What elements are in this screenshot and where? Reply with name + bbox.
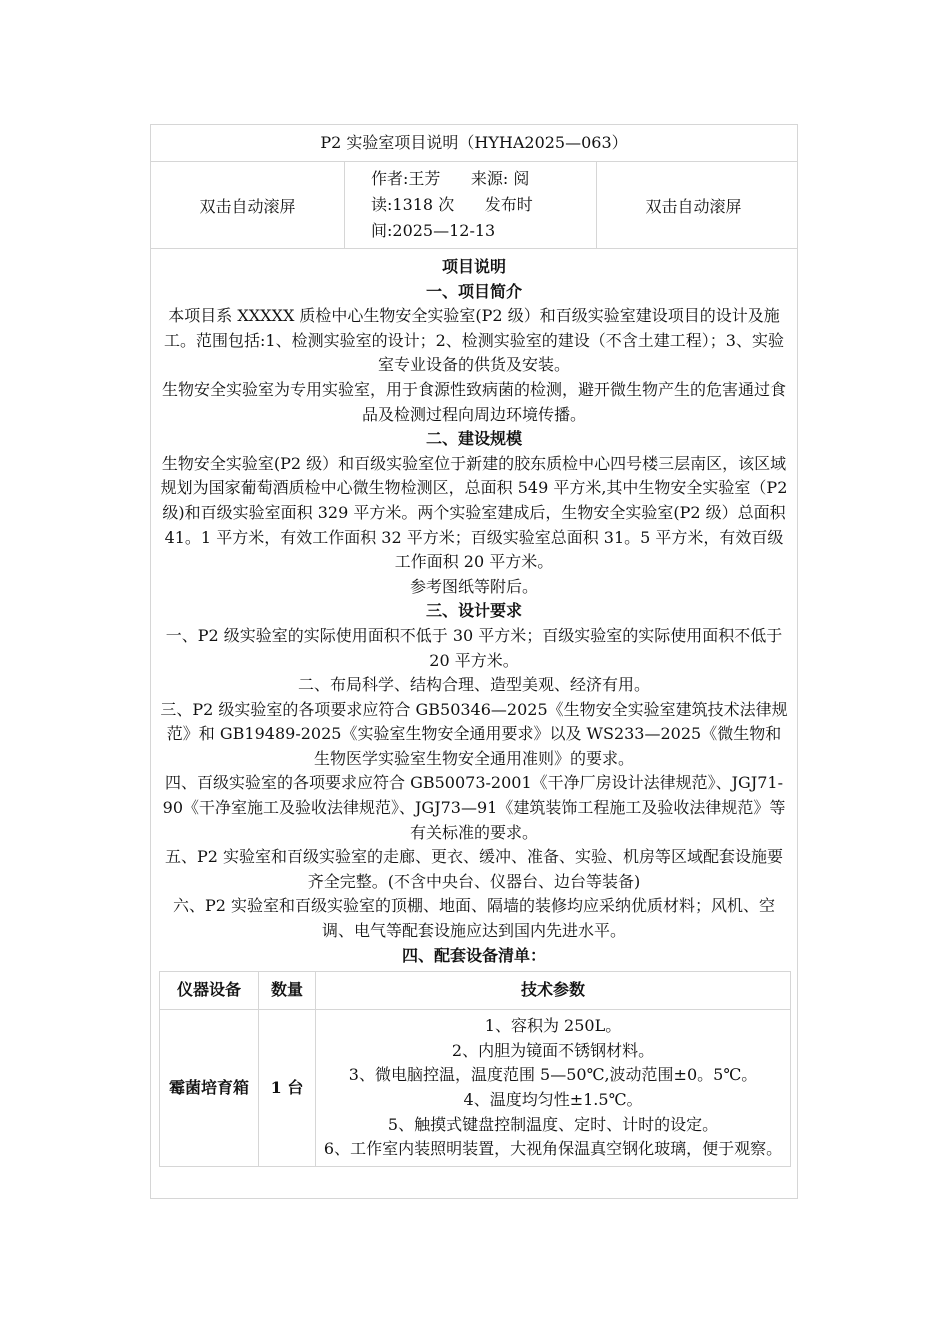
- document-frame: [150, 124, 798, 1199]
- article-meta: [344, 162, 597, 248]
- meta-line-date: 间:2025—12-13: [371, 221, 496, 240]
- page-title: P2 实验室项目说明（HYHA2025—063）: [151, 125, 797, 162]
- param-item: 3、微电脑控温，温度范围 5—50℃,波动范围±0。5℃。: [348, 1065, 758, 1085]
- column-header: 仪器设备: [160, 972, 259, 1010]
- section-title-intro: 一、项目简介: [425, 281, 522, 301]
- param-item: 6、工作室内装照明装置，大视角保温真空钢化玻璃，便于观察。: [323, 1139, 783, 1159]
- equipment-name: 霉菌培育箱: [160, 1010, 259, 1167]
- meta-line-author: 作者:王芳 来源: 阅: [371, 169, 530, 188]
- param-item: 5、触摸式键盘控制温度、定时、计时的设定。: [387, 1114, 719, 1134]
- meta-row: [151, 162, 797, 249]
- table-header-row: [160, 972, 791, 1010]
- meta-line-reads: 读:1318 次 发布时: [371, 195, 533, 214]
- table-row: [160, 1010, 791, 1167]
- auto-scroll-right-link[interactable]: 双击自动滚屏: [645, 196, 742, 216]
- paragraph-intro-2: 生物安全实验室为专用实验室，用于食源性致病菌的检测，避开微生物产生的危害通过食品及检测过程向周边环境传播。: [161, 379, 786, 424]
- param-item: 1、容积为 250L。: [484, 1016, 622, 1036]
- section-title-scale: 二、建设规模: [425, 429, 522, 449]
- requirement-6: 六、P2 实验室和百级实验室的顶棚、地面、隔墙的装修均应采纳优质材料；风机、空调、电气等配套设施应达到国内先进水平。: [172, 896, 776, 941]
- article-heading: 项目说明: [441, 257, 506, 276]
- requirement-5: 五、P2 实验室和百级实验室的走廊、更衣、缓冲、准备、实验、机房等区域配套设施要齐全完整。(不含中央台、仪器台、边台等装备): [164, 847, 784, 891]
- requirement-1: 一、P2 级实验室的实际使用面积不低于 30 平方米；百级实验室的实际使用面积不低于 20 平方米。: [165, 625, 783, 670]
- article-body: [151, 249, 797, 1167]
- equipment-quantity: 1 台: [259, 1010, 316, 1167]
- equipment-params: [316, 1010, 791, 1167]
- requirement-4: 四、百级实验室的各项要求应符合 GB50073-2001《干净厂房设计法律规范》、JGJ71-90《干净室施工及验收法律规范》、JGJ73—91《建筑装饰工程施工及验收法律规范》等有关标准的要求。: [162, 773, 786, 842]
- param-item: 4、温度均匀性±1.5℃。: [463, 1090, 643, 1109]
- requirement-2: 二、布局科学、结构合理、造型美观、经济有用。: [297, 675, 650, 695]
- requirement-3: 三、P2 级实验室的各项要求应符合 GB50346—2025《生物安全实验室建筑技术法律规范》和 GB19489-2025《实验室生物安全通用要求》以及 WS233—2025《微生物和生物医学实验室生物安全通用准则》的要求。: [160, 699, 788, 768]
- section-title-equipment: 四、配套设备清单：: [401, 945, 546, 965]
- equipment-table: [159, 971, 791, 1167]
- paragraph-scale-2: 参考图纸等附后。: [409, 576, 538, 596]
- param-item: 2、内胆为镜面不锈钢材料。: [451, 1040, 655, 1060]
- section-title-design: 三、设计要求: [425, 601, 522, 621]
- column-header: 数量: [259, 972, 316, 1010]
- paragraph-intro-1: 本项目系 XXXXX 质检中心生物安全实验室(P2 级）和百级实验室建设项目的设计及施工。范围包括:1、检测实验室的设计；2、检测实验室的建设（不含土建工程）；3、实验室专业设备的供货及安装。: [164, 306, 784, 375]
- column-header: 技术参数: [316, 972, 791, 1010]
- paragraph-scale-1: 生物安全实验室(P2 级）和百级实验室位于新建的胶东质检中心四号楼三层南区，该区域规划为国家葡萄酒质检中心微生物检测区，总面积 549 平方米,其中生物安全实验室（P2 级)和百级实验室面积 329 平方米。两个实验室建成后，生物安全实验室(P2 级）总面积 41。1 平方米，有效工作面积 32 平方米；百级实验室总面积 31。5 平方米，有效百级工作面积 20 平方米。: [160, 453, 788, 572]
- auto-scroll-left-link[interactable]: 双击自动滚屏: [199, 196, 296, 216]
